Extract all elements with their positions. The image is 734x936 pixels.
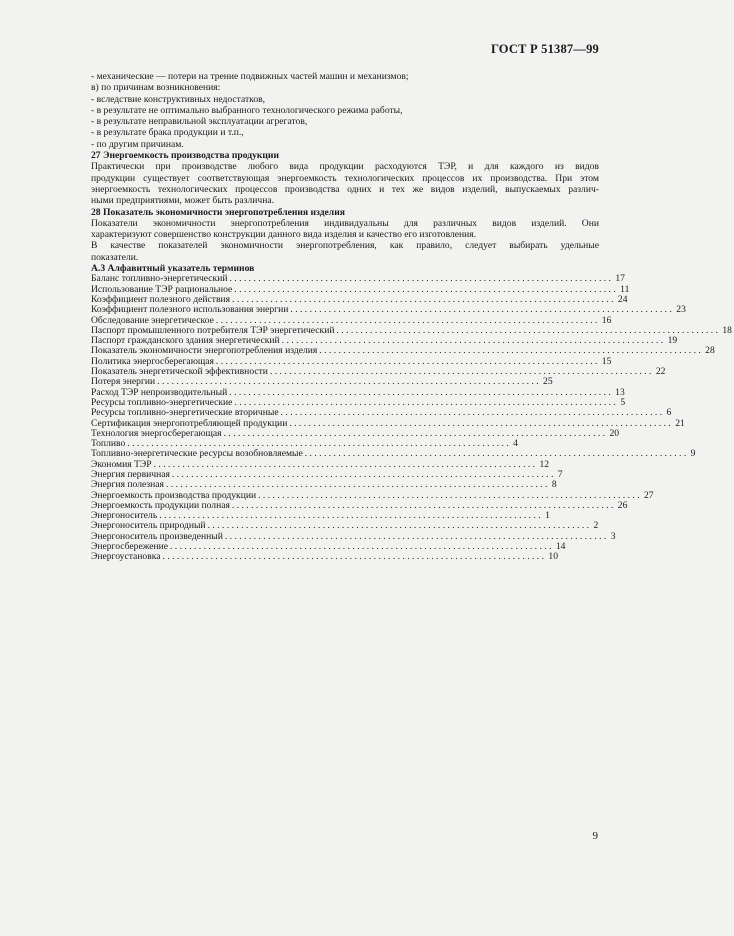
index-leader-dots: ................................................................................ [224, 530, 609, 542]
index-term: Коэффициент полезного использования энергии [91, 304, 289, 316]
paragraph-line: показатели. [91, 251, 139, 263]
index-term-number: 4 [513, 438, 518, 450]
index-term-number: 28 [705, 345, 715, 357]
section-27-heading: 27 Энергоемкость производства продукции [91, 150, 279, 162]
index-term-number: 19 [667, 335, 678, 347]
term-index-list [91, 273, 732, 563]
index-term: Коэффициент полезного действия [91, 293, 231, 305]
index-term-number: 10 [548, 551, 558, 563]
index-term: Энергоемкость производства продукции [91, 489, 257, 501]
intro-line: - вследствие конструктивных недостатков, [91, 93, 266, 105]
term-index-heading: А.3 Алфавитный указатель терминов [91, 263, 255, 275]
index-term-number: 8 [551, 479, 557, 491]
index-term: Технология энергосберегающая [91, 427, 222, 439]
index-term: Потеря энергии [91, 376, 156, 388]
index-leader-dots: ................................................................................ [290, 304, 675, 316]
page-number: 9 [592, 830, 598, 842]
paragraph-line: В качестве показателей экономичности энергопотребления, как правило, следует выбирать удельные [91, 240, 599, 252]
index-leader-dots: ................................................................................ [229, 273, 614, 285]
index-term: Сертификация энергопотребляющей продукции [91, 417, 288, 429]
index-leader-dots: ................................................................................ [215, 314, 600, 326]
intro-line: в) по причинам возникновения: [91, 82, 221, 94]
index-leader-dots: ................................................................................ [223, 427, 608, 439]
index-leader-dots: ................................................................................ [162, 551, 547, 563]
index-term: Обследование энергетическое [91, 314, 214, 326]
index-term: Использование ТЭР рациональное [91, 283, 233, 295]
index-leader-dots: ................................................................................ [281, 335, 666, 347]
index-term: Показатель экономичности энергопотребления изделия [91, 345, 318, 357]
index-term: Топливно-энергетические ресурсы возобновляемые [91, 448, 303, 460]
index-term-number: 17 [615, 273, 625, 285]
index-term-number: 27 [644, 489, 654, 501]
index-leader-dots: ................................................................................ [231, 499, 616, 511]
index-term: Экономия ТЭР [91, 458, 152, 470]
index-leader-dots: ................................................................................ [232, 293, 616, 305]
index-leader-dots: ................................................................................ [165, 479, 550, 491]
index-term-number: 26 [617, 499, 628, 511]
index-term-number: 3 [610, 530, 616, 542]
paragraph-line: Практически при производстве любого вида продукции расходуются ТЭР, и для каждого из видов [91, 161, 599, 173]
index-term-number: 25 [543, 376, 553, 388]
index-term: Энергоноситель [91, 510, 158, 522]
index-leader-dots: ................................................................................ [319, 345, 704, 357]
index-term-number: 14 [555, 541, 566, 553]
paragraph-line: ными предприятиями, может быть различна. [91, 195, 275, 207]
index-term-number: 11 [620, 283, 630, 295]
section-28-heading: 28 Показатель экономичности энергопотребления изделия [91, 206, 345, 218]
section-28-text [91, 218, 599, 263]
index-leader-dots: ................................................................................ [280, 407, 665, 419]
index-term: Ресурсы топливно-энергетические [91, 396, 233, 408]
section-27 [91, 150, 599, 206]
index-term-number: 13 [615, 386, 625, 398]
index-term: Энергия первичная [91, 468, 170, 480]
index-term: Энергоноситель произведенный [91, 530, 223, 542]
index-leader-dots: ................................................................................ [169, 541, 554, 553]
term-index [91, 263, 732, 563]
index-term-number: 20 [609, 427, 620, 439]
index-entry [91, 551, 558, 563]
intro-line: - в результате брака продукции и т.п., [91, 127, 244, 139]
index-term-number: 6 [666, 407, 672, 419]
index-term: Расход ТЭР непроизводительный [91, 386, 228, 398]
index-leader-dots: ................................................................................ [289, 417, 674, 429]
paragraph-line: продукции существует соответствующая энергоемкость технологических процессов их производства. При этом [91, 172, 599, 184]
index-term-number: 9 [690, 448, 696, 460]
index-leader-dots: ................................................................................ [153, 458, 538, 470]
index-term: Ресурсы топливно-энергетические вторичные [91, 407, 279, 419]
intro-list [91, 71, 599, 150]
index-leader-dots: ................................................................................ [215, 355, 600, 367]
document-body [91, 71, 732, 563]
index-entry [91, 407, 672, 419]
index-leader-dots: ................................................................................ [269, 366, 654, 378]
index-leader-dots: ................................................................................ [234, 283, 619, 295]
index-term-number: 12 [539, 458, 550, 470]
section-28 [91, 207, 599, 263]
index-leader-dots: ................................................................................ [127, 438, 512, 450]
index-term: Баланс топливно-энергетический [91, 273, 228, 285]
intro-line: - в результате неправильной эксплуатации агрегатов, [91, 116, 308, 128]
index-term-number: 16 [601, 314, 612, 326]
index-term-number: 21 [675, 417, 685, 429]
index-term: Паспорт промышленного потребителя ТЭР энергетический [91, 324, 335, 336]
index-leader-dots: ................................................................................ [157, 376, 542, 388]
index-term-number: 1 [545, 510, 550, 522]
index-term: Энергоустановка [91, 551, 161, 563]
paragraph-line: характеризуют совершенство конструкции данного вида изделия и качество его изготовления. [91, 229, 477, 241]
section-27-text [91, 161, 599, 206]
index-term: Энергоноситель природный [91, 520, 206, 532]
document-id-header: ГОСТ Р 51387—99 [490, 42, 599, 56]
index-term: Паспорт гражданского здания энергетический [91, 335, 280, 347]
paragraph-line: Показатели экономичности энергопотребления индивидуальны для различных видов изделий. Они [91, 217, 599, 229]
intro-line: - механические — потери на трение подвижных частей машин и механизмов; [91, 71, 409, 82]
index-term: Показатель энергетической эффективности [91, 366, 268, 378]
index-term: Энергосбережение [91, 541, 168, 553]
index-leader-dots: ................................................................................ [159, 510, 544, 522]
index-term-number: 5 [620, 396, 626, 408]
index-term-number: 23 [676, 304, 686, 316]
index-entry [91, 304, 686, 316]
intro-line: - по другим причинам. [91, 138, 184, 150]
index-term-number: 7 [557, 468, 563, 480]
index-term: Политика энергосберегающая [91, 355, 214, 367]
index-term: Энергоемкость продукции полная [91, 499, 230, 511]
index-leader-dots: ................................................................................ [234, 396, 619, 408]
index-term-number: 18 [722, 324, 732, 336]
index-leader-dots: ................................................................................ [336, 324, 721, 336]
intro-line: - в результате не оптимально выбранного технологического режима работы, [91, 104, 403, 116]
index-leader-dots: ................................................................................ [207, 520, 592, 532]
index-term-number: 24 [617, 293, 628, 305]
index-term-number: 22 [655, 366, 666, 378]
index-term-number: 15 [601, 355, 612, 367]
index-term: Топливо [91, 438, 126, 450]
index-term-number: 2 [593, 520, 599, 532]
index-leader-dots: ................................................................................ [258, 489, 642, 501]
paragraph-line: энергоемкость технологических процессов производства одних и тех же видов изделий, выпускаемых различ- [91, 183, 599, 195]
index-leader-dots: ................................................................................ [229, 386, 614, 398]
index-leader-dots: ................................................................................ [304, 448, 689, 460]
index-term: Энергия полезная [91, 479, 164, 491]
index-leader-dots: ................................................................................ [171, 468, 556, 480]
